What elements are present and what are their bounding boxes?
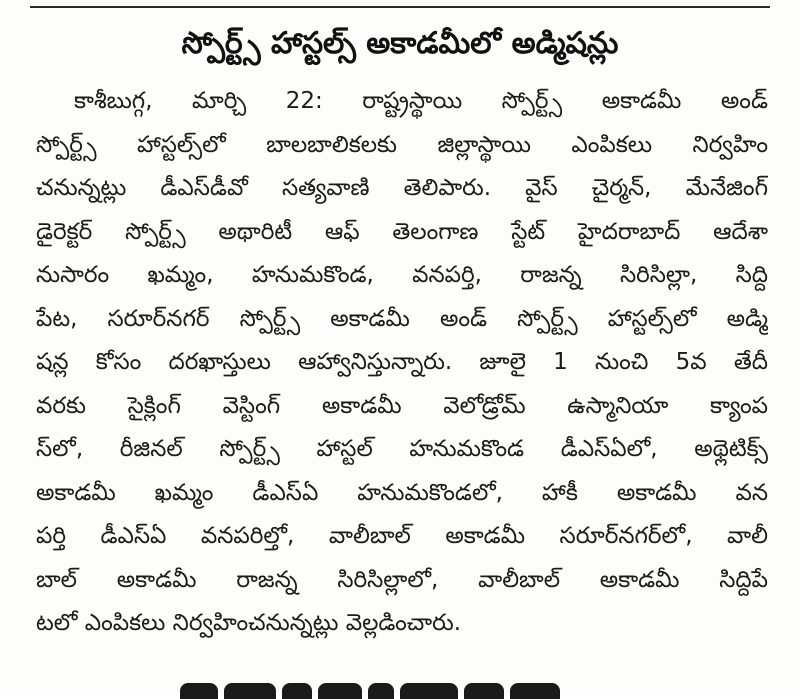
body-line: టలో ఎంపికలు నిర్వహించనున్నట్లు వెల్లడించారు.: [36, 610, 462, 636]
body-line: పర్తి డీఎస్‌ఏ వనపరిల్తో, వాలీబాల్ అకాడమీ సరూర్‌నగర్‌లో, వాలీ: [36, 523, 768, 549]
cropped-next-headline: [180, 683, 600, 699]
body-line: షన్ల కోసం దరఖాస్తులు ఆహ్వానిస్తున్నారు. జూలై 1 నుంచి 5వ తేదీ: [36, 349, 768, 375]
body-line: స్‌లో, రీజినల్ స్పోర్ట్స్ హాస్టల్ హనుమకొండ డీఎస్‌ఏలో, అథ్లెటిక్స్: [36, 436, 768, 462]
body-line: చనున్నట్లు డీఎస్‌డీవో సత్యవాణి తెలిపారు. వైస్ చైర్మన్, మేనేజింగ్: [36, 175, 768, 201]
body-line: నుసారం ఖమ్మం, హనుమకొండ, వనపర్తి, రాజన్న సిరిసిల్లా, సిద్ది: [36, 262, 768, 288]
body-line: పేట, సరూర్‌నగర్ స్పోర్ట్స్ అకాడమీ అండ్ స్పోర్ట్స్ హాస్టల్స్‌లో అడ్మి: [36, 305, 768, 332]
body-line: వరకు సైక్లింగ్ వెస్టింగ్ అకాడమీ వెలోడ్రోమ్ ఉస్మానియా క్యాంప: [36, 392, 768, 419]
body-line: కాశీబుగ్గ, మార్చి 22: రాష్ట్రస్థాయి స్పోర్ట్స్ అకాడమీ అండ్: [74, 88, 768, 114]
top-rule: [30, 6, 770, 8]
body-line: డైరెక్టర్ స్పోర్ట్స్ అథారిటీ ఆఫ్ తెలంగాణ స్టేట్ హైదరాబాద్ ఆదేశా: [36, 218, 768, 245]
article-body: [36, 80, 768, 646]
body-line: అకాడమీ ఖమ్మం డీఎస్‌ఏ హనుమకొండలో, హాకీ అకాడమీ వన: [36, 479, 768, 506]
body-line: స్పోర్ట్స్ హాస్టల్స్‌లో బాలబాలికలకు జిల్లాస్థాయి ఎంపికలు నిర్వహిం: [36, 131, 768, 158]
body-line: బాల్ అకాడమీ రాజన్న సిరిసిల్లాలో, వాలీబాల్ అకాడమీ సిద్దిపే: [36, 566, 768, 593]
article-headline: స్పోర్ట్స్ హాస్టల్స్ అకాడమీలో అడ్మిషన్లు: [181, 26, 619, 61]
